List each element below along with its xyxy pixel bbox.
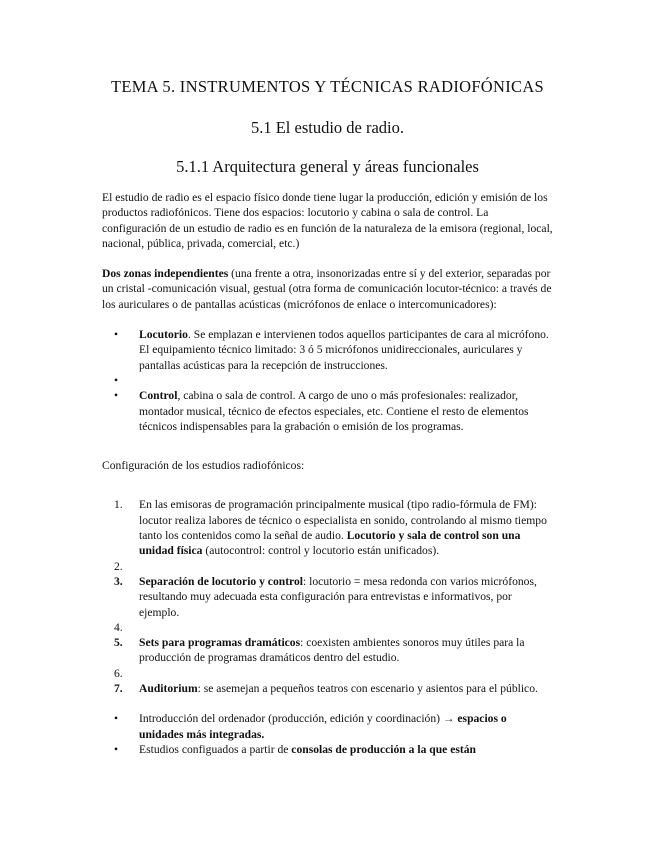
list-item: 7. Auditorium: se asemejan a pequeños teatros con escenario y asientos para el público.	[114, 682, 538, 696]
document-body	[102, 190, 554, 757]
zones-paragraph	[102, 266, 554, 312]
final-list	[102, 711, 554, 757]
list-item: 5. Sets para programas dramáticos: coexisten ambientes sonoros muy útiles para la producción de programas dramáticos dentro del estudio.	[114, 636, 525, 665]
bullet-icon: •	[114, 328, 119, 342]
bullet-icon: •	[114, 373, 119, 387]
list-item: 3. Separación de locutorio y control: locutorio = mesa redonda con varios micrófonos, resultando muy adecuada esta configuración para entrevistas e informativos, por ejemplo.	[114, 574, 537, 619]
item-number: 2.	[114, 559, 123, 573]
list-item	[102, 559, 554, 574]
item-number: 5.	[114, 636, 123, 650]
item-number: 4.	[114, 620, 123, 634]
list-item	[102, 373, 554, 388]
item-text: . Se emplazan e intervienen todos aquellos participantes de cara al micrófono. El equipamiento técnico limitado: 3 ó 5 micrófonos unidireccionales, auriculares y pantallas acústicas para la recepción de instrucciones.	[139, 328, 549, 372]
section-heading: 5.1 El estudio de radio.	[250, 118, 405, 137]
list-item	[102, 666, 554, 681]
config-heading: Configuración de los estudios radiofónicos:	[102, 459, 305, 473]
bullet-icon: •	[114, 712, 119, 726]
subsection-heading: 5.1.1 Arquitectura general y áreas funcionales	[176, 157, 479, 176]
bullet-icon: •	[114, 389, 119, 403]
zones-bold: Dos zonas independientes	[102, 267, 229, 281]
list-item	[102, 388, 554, 434]
item-number: 6.	[114, 666, 123, 680]
item-number: 7.	[114, 682, 123, 696]
list-item	[102, 620, 554, 635]
zones-text: (una frente a otra, insonorizadas entre sí y del exterior, separadas por un cristal -comunicación visual, gestual (otra forma de comunicación locutor-técnico: a través de los auriculares o de pantallas acústicas (micrófonos de enlace o intercomunicadores):	[102, 267, 552, 311]
intro-paragraph: El estudio de radio es el espacio físico donde tiene lugar la producción, edición y emisión de los productos radiofónicos. Tiene dos espacios: locutorio y cabina o sala de control. La configuración de un estudio de radio es en función de la naturaleza de la emisora (regional, local, nacional, pública, privada, comercial, etc.)	[102, 191, 553, 250]
item-number: 1.	[114, 498, 123, 512]
bullet-icon: •	[114, 742, 119, 756]
item-number: 3.	[114, 574, 123, 588]
item-bold: Control	[139, 389, 178, 403]
list-item: • Estudios configuados a partir de consolas de producción a la que están	[114, 742, 476, 756]
config-list	[102, 497, 554, 696]
item-text: , cabina o sala de control. A cargo de uno o más profesionales: realizador, montador musical, técnico de efectos especiales, etc. Contiene el resto de elementos técnicos indispensables para la grabación o emisión de los programas.	[139, 389, 529, 433]
list-item: • Introducción del ordenador (producción, edición y coordinación) → espacios o unidades más integradas.	[114, 712, 507, 741]
list-item: 1. En las emisoras de programación principalmente musical (tipo radio-fórmula de FM): locutor realiza labores de técnico o especialista en sonido, controlando al mismo tiempo tanto los contenidos como la señal de audio. Locutorio y sala de control son una unidad física (autocontrol: control y locutorio están unificados).	[114, 498, 547, 558]
zones-list	[102, 327, 554, 434]
list-item	[102, 327, 554, 373]
document-title: TEMA 5. INSTRUMENTOS Y TÉCNICAS RADIOFÓNICAS	[110, 77, 545, 96]
item-bold: Locutorio	[139, 328, 188, 342]
